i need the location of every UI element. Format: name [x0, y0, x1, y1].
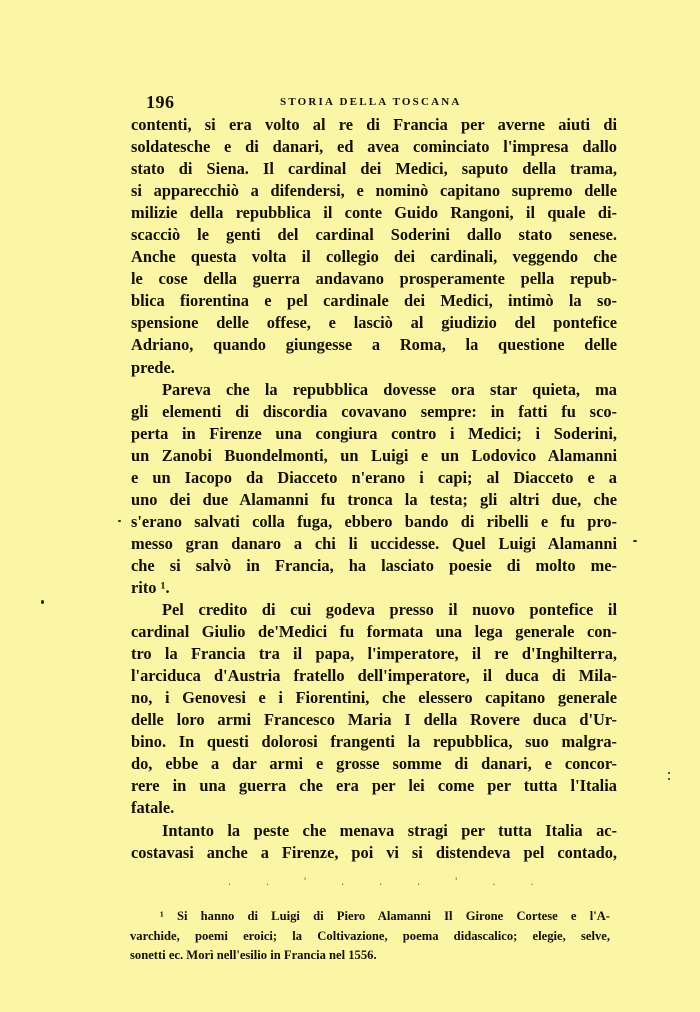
- text-line: rere in una guerra che era per lei come per tutta l'Italia: [131, 776, 617, 796]
- ink-speck: [41, 600, 44, 604]
- page-number: 196: [146, 92, 175, 112]
- text-line: perta in Firenze una congiura contro i Medici; i Soderini,: [131, 423, 617, 443]
- text-line: Adriano, quando giungesse a Roma, la questione delle: [131, 335, 617, 355]
- text-line: soldatesche e di danari, ed avea cominciato l'impresa dallo: [131, 137, 617, 157]
- text-line: Anche questa volta il collegio dei cardinali, veggendo che: [131, 247, 617, 267]
- text-line: rito ¹.: [131, 577, 170, 597]
- paragraph-start-line: Pel credito di cui godeva presso il nuovo pontefice il: [162, 600, 617, 620]
- paragraph-start-line: Intanto la peste che menava stragi per tutta Italia ac-: [162, 820, 617, 840]
- ink-speck: [668, 778, 670, 780]
- text-line: l'arciduca d'Austria fratello dell'imperatore, il duca di Mila-: [131, 666, 617, 686]
- text-line: le cose della guerra andavano prosperamente pella repub-: [131, 269, 617, 289]
- text-line: bino. In questi dolorosi frangenti la repubblica, suo malgra-: [131, 732, 617, 752]
- text-line: milizie della repubblica il conte Guido Rangoni, il quale di-: [131, 203, 617, 223]
- text-line: scacciò le genti del cardinal Soderini dallo stato senese.: [131, 225, 617, 245]
- text-line: costavasi anche a Firenze, poi vi si distendeva pel contado,: [131, 842, 617, 862]
- footnote-separator: . . ' . . . ' . .: [228, 874, 550, 888]
- text-line: blica fiorentina e pel cardinale dei Medici, intimò la so-: [131, 291, 617, 311]
- text-line: no, i Genovesi e i Fiorentini, che elessero capitano generale: [131, 688, 617, 708]
- text-line: cardinal Giulio de'Medici fu formata una lega generale con-: [131, 622, 617, 642]
- text-line: fatale.: [131, 798, 175, 818]
- text-line: e un Iacopo da Diacceto n'erano i capi; al Diacceto e a: [131, 467, 617, 487]
- paragraph-start-line: Pareva che la repubblica dovesse ora star quieta, ma: [162, 379, 617, 399]
- footnote-line: varchide, poemi eroici; la Coltivazione, poema didascalico; elegie, selve,: [130, 928, 610, 943]
- text-line: si apparecchiò a difendersi, e nominò capitano supremo delle: [131, 181, 617, 201]
- text-line: stato di Siena. Il cardinal dei Medici, saputo della trama,: [131, 159, 617, 179]
- running-title: STORIA DELLA TOSCANA: [280, 96, 462, 108]
- text-line: spensione delle offese, e lasciò al giudizio del pontefice: [131, 313, 617, 333]
- text-line: contenti, si era volto al re di Francia per averne aiuti di: [131, 115, 617, 134]
- text-line: prede.: [131, 357, 175, 377]
- text-line: tro la Francia tra il papa, l'imperatore, il re d'Inghilterra,: [131, 644, 617, 664]
- main-text: [131, 114, 617, 864]
- ink-speck: [633, 540, 637, 542]
- text-line: s'erano salvati colla fuga, ebbero bando di ribelli e fu pro-: [131, 511, 617, 531]
- ink-speck: [668, 772, 670, 774]
- text-line: gli elementi di discordia covavano sempre: in fatti fu sco-: [131, 401, 617, 421]
- ink-speck: [118, 520, 121, 522]
- text-line: che si salvò in Francia, ha lasciato poesie di molto me-: [131, 555, 617, 575]
- text-line: un Zanobi Buondelmonti, un Luigi e un Lodovico Alamanni: [131, 445, 617, 465]
- footnote-line: sonetti ec. Morì nell'esilio in Francia nel 1556.: [130, 948, 377, 962]
- text-line: messo gran danaro a chi li uccidesse. Quel Luigi Alamanni: [131, 533, 617, 553]
- page-header: [146, 92, 616, 114]
- footnote-line: ¹ Si hanno di Luigi di Piero Alamanni Il Girone Cortese e l'A-: [160, 909, 610, 923]
- text-line: delle loro armi Francesco Maria I della Rovere duca d'Ur-: [131, 710, 617, 730]
- footnote: [130, 907, 610, 966]
- text-line: do, ebbe a dar armi e grosse somme di danari, e concor-: [131, 754, 617, 774]
- text-line: uno dei due Alamanni fu tronca la testa; gli altri due, che: [131, 489, 617, 509]
